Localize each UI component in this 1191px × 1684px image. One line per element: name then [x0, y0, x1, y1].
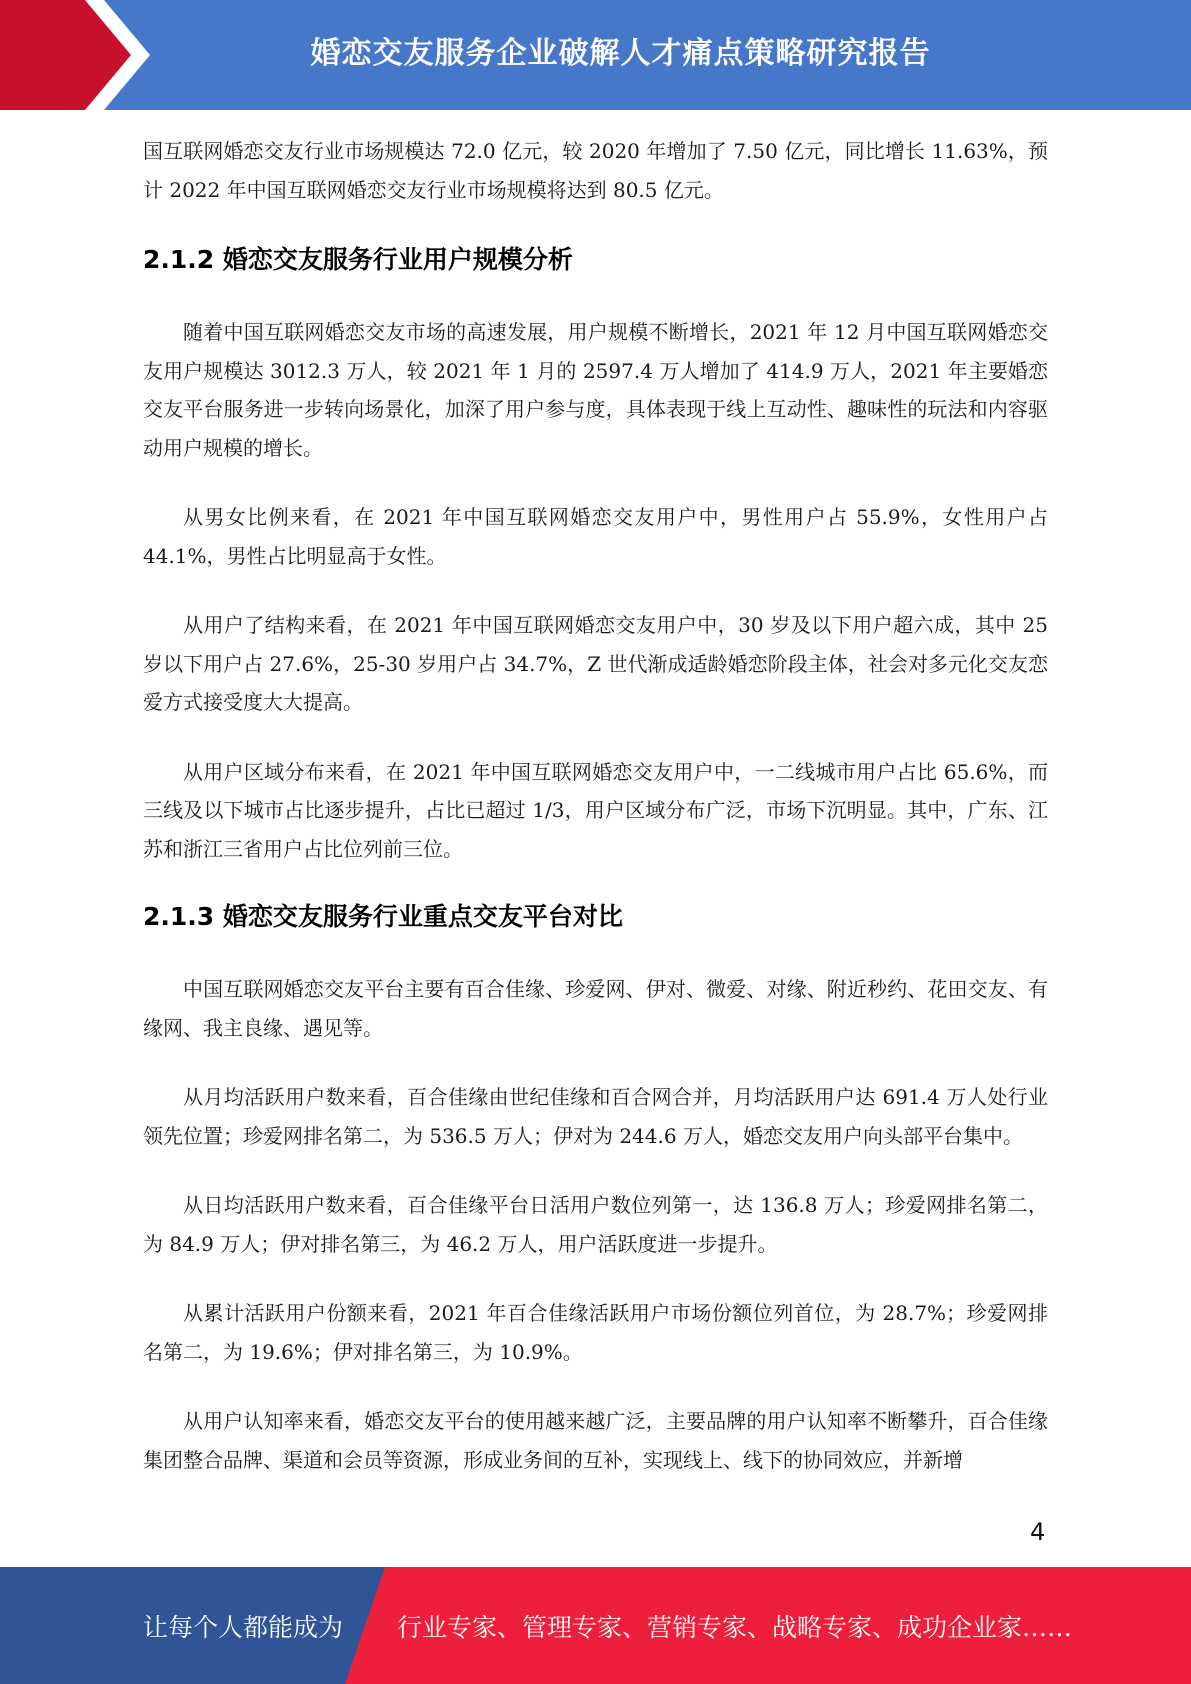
section-heading-2-1-2: 2.1.2 婚恋交友服务行业用户规模分析 [143, 245, 573, 274]
page-footer [0, 1567, 1191, 1684]
paragraph-monthly-active: 从月均活跃用户数来看，百合佳缘由世纪佳缘和百合网合并，月均活跃用户达 691.4 万人处行业领先位置；珍爱网排名第二，为 536.5 万人；伊对为 244.6 万人，婚恋交友用户向头部平台集中。 [143, 1085, 1048, 1148]
page-content [143, 132, 1048, 1479]
footer-slogan-left: 让每个人都能成为 [143, 1612, 344, 1642]
paragraph-user-scale: 随着中国互联网婚恋交友市场的高速发展，用户规模不断增长，2021 年 12 月中国互联网婚恋交友用户规模达 3012.3 万人，较 2021 年 1 月的 2597.4 万人增加了 414.9 万人，2021 年主要婚恋交友平台服务进一步转向场景化，加深了用户参与度，具体表现于线上互动性、趣味性的玩法和内容驱动用户规模的增长。 [143, 320, 1048, 460]
paragraph-brand-awareness: 从用户认知率来看，婚恋交友平台的使用越来越广泛，主要品牌的用户认知率不断攀升，百合佳缘集团整合品牌、渠道和会员等资源，形成业务间的互补，实现线上、线下的协同效应，并新增 [143, 1409, 1048, 1472]
report-title: 婚恋交友服务企业破解人才痛点策略研究报告 [310, 36, 931, 71]
page-number: 4 [1030, 1518, 1046, 1546]
paragraph-market-share: 从累计活跃用户份额来看，2021 年百合佳缘活跃用户市场份额位列首位，为 28.7%；珍爱网排名第二，为 19.6%；伊对排名第三，为 10.9%。 [143, 1301, 1048, 1364]
paragraph-daily-active: 从日均活跃用户数来看，百合佳缘平台日活用户数位列第一，达 136.8 万人；珍爱网排名第二，为 84.9 万人；伊对排名第三，为 46.2 万人，用户活跃度进一步提升。 [143, 1193, 1048, 1256]
paragraph-gender-ratio: 从男女比例来看，在 2021 年中国互联网婚恋交友用户中，男性用户占 55.9%，女性用户占 44.1%，男性占比明显高于女性。 [143, 505, 1048, 568]
paragraph-platform-list: 中国互联网婚恋交友平台主要有百合佳缘、珍爱网、伊对、微爱、对缘、附近秒约、花田交友、有缘网、我主良缘、遇见等。 [143, 977, 1048, 1040]
paragraph-market-size: 国互联网婚恋交友行业市场规模达 72.0 亿元，较 2020 年增加了 7.50 亿元，同比增长 11.63%，预计 2022 年中国互联网婚恋交友行业市场规模将达到 80.5 亿元。 [143, 139, 1048, 202]
header-chevron-decoration [0, 0, 160, 110]
paragraph-region-distribution: 从用户区域分布来看，在 2021 年中国互联网婚恋交友用户中，一二线城市用户占比 65.6%，而三线及以下城市占比逐步提升，占比已超过 1/3，用户区域分布广泛，市场下沉明显。其中，广东、江苏和浙江三省用户占比位列前三位。 [143, 759, 1048, 861]
section-heading-2-1-3: 2.1.3 婚恋交友服务行业重点交友平台对比 [143, 902, 623, 931]
paragraph-age-structure: 从用户了结构来看，在 2021 年中国互联网婚恋交友用户中，30 岁及以下用户超六成，其中 25 岁以下用户占 27.6%，25-30 岁用户占 34.7%，Z 世代渐成适龄婚恋阶段主体，社会对多元化交友恋爱方式接受度大大提高。 [143, 613, 1048, 714]
footer-slogan-right: 行业专家、管理专家、营销专家、战略专家、成功企业家…… [397, 1612, 1073, 1642]
page-header [0, 0, 1191, 110]
